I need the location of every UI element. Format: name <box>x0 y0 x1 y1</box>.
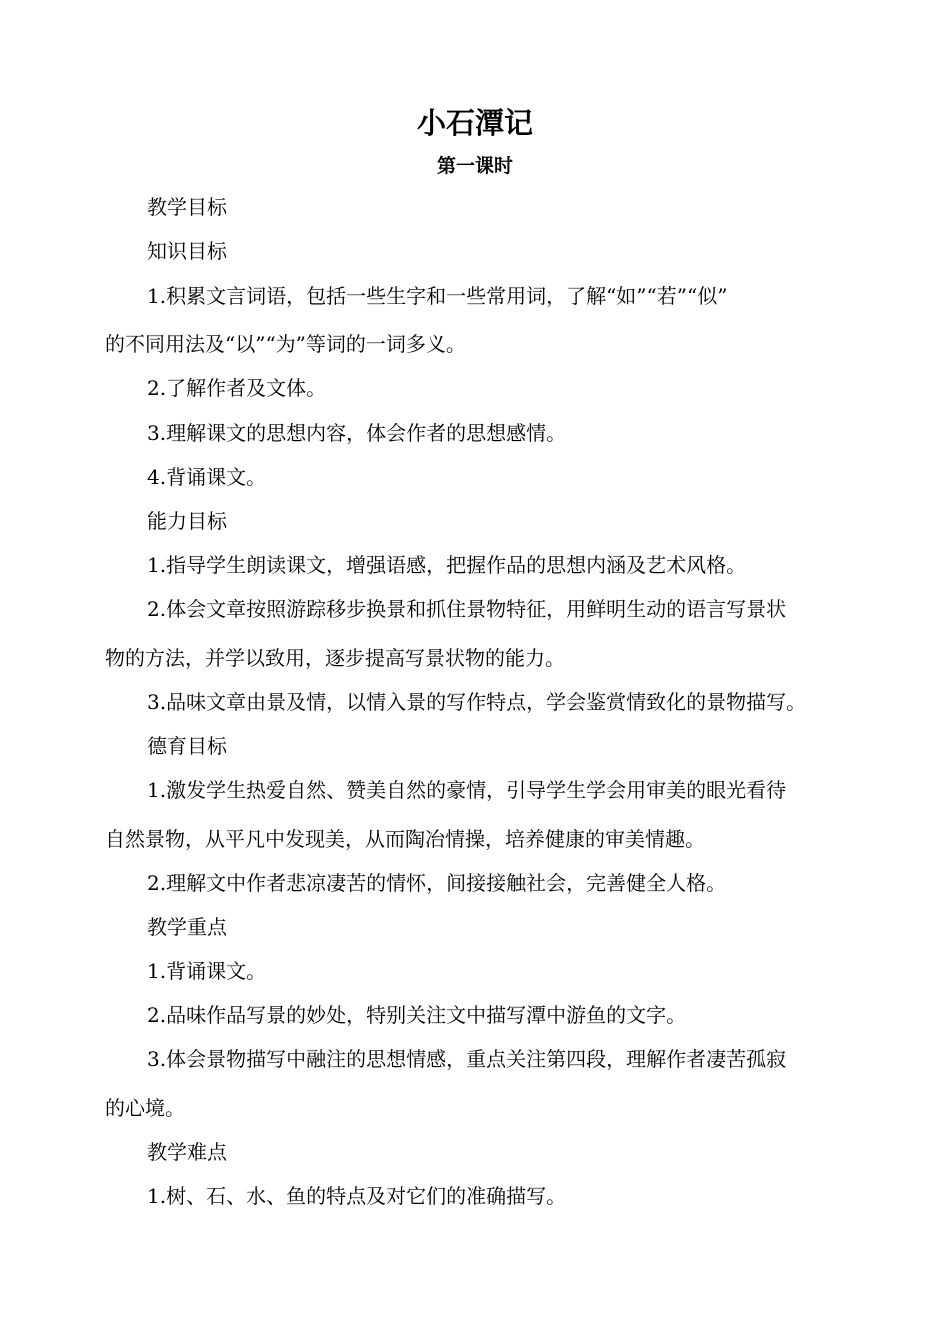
knowledge-goal-4: 4.背诵课文。 <box>147 465 267 489</box>
ability-goal-2-continued: 物的方法，并学以致用，逐步提高写景状物的能力。 <box>105 646 565 670</box>
knowledge-goal-1-continued: 的不同用法及“以”“为”等词的一词多义。 <box>105 332 466 356</box>
ability-goal-1: 1.指导学生朗读课文，增强语感，把握作品的思想内涵及艺术风格。 <box>147 553 747 577</box>
moral-goal-1: 1.激发学生热爱自然、赞美自然的豪情，引导学生学会用审美的眼光看待 <box>147 778 787 802</box>
key-point-3-continued: 的心境。 <box>105 1096 185 1120</box>
key-point-2: 2.品味作品写景的妙处，特别关注文中描写潭中游鱼的文字。 <box>147 1003 687 1027</box>
section-heading-ability-goals: 能力目标 <box>147 509 227 533</box>
key-point-1: 1.背诵课文。 <box>147 959 267 983</box>
knowledge-goal-3: 3.理解课文的思想内容，体会作者的思想感情。 <box>147 421 567 445</box>
knowledge-goal-2: 2.了解作者及文体。 <box>147 376 327 400</box>
moral-goal-2: 2.理解文中作者悲凉凄苦的情怀，间接接触社会，完善健全人格。 <box>147 871 727 895</box>
document-title: 小石潭记 <box>416 106 533 140</box>
ability-goal-2: 2.体会文章按照游踪移步换景和抓住景物特征，用鲜明生动的语言写景状 <box>147 597 787 621</box>
moral-goal-1-continued: 自然景物，从平凡中发现美，从而陶冶情操，培养健康的审美情趣。 <box>105 827 705 851</box>
section-heading-moral-goals: 德育目标 <box>147 734 227 758</box>
ability-goal-3: 3.品味文章由景及情，以情入景的写作特点，学会鉴赏情致化的景物描写。 <box>147 690 807 714</box>
knowledge-goal-1: 1.积累文言词语，包括一些生字和一些常用词，了解“如”“若”“似” <box>147 284 728 308</box>
section-heading-knowledge-goals: 知识目标 <box>147 239 227 263</box>
section-heading-difficult-points: 教学难点 <box>147 1140 227 1164</box>
difficult-point-1: 1.树、石、水、鱼的特点及对它们的准确描写。 <box>147 1184 567 1208</box>
section-heading-teaching-goals: 教学目标 <box>147 195 227 219</box>
key-point-3: 3.体会景物描写中融注的思想情感，重点关注第四段，理解作者凄苦孤寂 <box>147 1047 787 1071</box>
document-subtitle: 第一课时 <box>436 155 513 177</box>
section-heading-key-points: 教学重点 <box>147 915 227 939</box>
